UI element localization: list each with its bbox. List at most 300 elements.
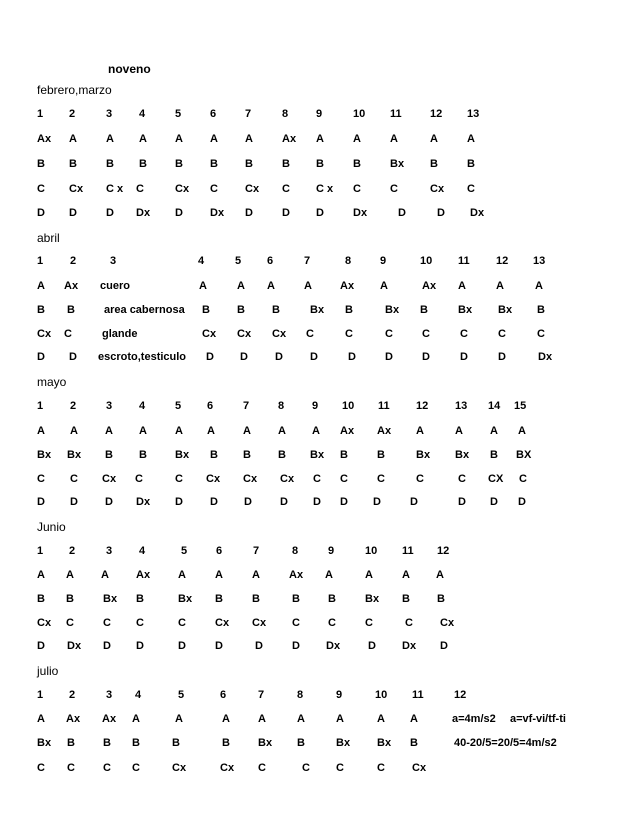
column-number: 10 [353,108,366,120]
column-number: 11 [402,545,414,557]
table-cell: C [340,473,348,485]
table-cell: A [37,425,45,437]
column-number: 2 [70,400,77,412]
table-cell: B [237,304,245,316]
column-number: 3 [110,255,117,267]
table-cell: Ax [340,280,355,292]
table-cell: B [410,737,418,749]
table-cell: Cx [237,328,252,340]
table-cell: Cx [37,617,52,629]
table-cell: C [210,183,218,195]
table-cell: D [69,207,77,219]
table-cell: A [380,280,388,292]
table-cell: A [267,280,275,292]
column-number: 12 [430,108,443,120]
table-cell: C x [106,183,124,195]
table-cell: D [316,207,324,219]
column-number: 10 [365,545,378,557]
table-cell: D [410,496,418,508]
table-cell: B [67,304,75,316]
table-cell: C [458,473,466,485]
column-number: 8 [297,689,304,701]
column-number: 6 [220,689,227,701]
table-cell: D [70,496,78,508]
table-cell: D [385,351,393,363]
table-cell: A [69,133,77,145]
table-cell: C x [316,183,334,195]
table-cell: C [37,762,45,774]
column-number: 4 [135,689,142,701]
column-number: 7 [243,400,250,412]
table-cell: A [402,569,410,581]
section-label: Junio [37,520,66,534]
column-number: 4 [139,400,146,412]
table-cell: Bx [310,449,325,461]
column-number: 6 [267,255,274,267]
column-number: 5 [175,108,182,120]
table-cell: Bx [258,737,273,749]
table-cell: D [422,351,430,363]
table-cell: B [272,304,280,316]
column-number: 10 [342,400,355,412]
column-number: 14 [488,400,501,412]
table-cell: A [458,280,466,292]
table-cell: Bx [385,304,400,316]
table-cell: C [37,473,45,485]
table-cell: B [328,593,336,605]
table-cell: A [215,569,223,581]
table-cell: B [282,158,290,170]
table-cell: D [313,496,321,508]
table-cell: A [518,425,526,437]
table-cell: D [490,496,498,508]
table-cell: A [496,280,504,292]
table-cell: D [240,351,248,363]
column-number: 1 [37,400,44,412]
table-cell: A [304,280,312,292]
table-cell: D [215,640,223,652]
table-cell: B [105,449,113,461]
column-number: 3 [106,108,113,120]
column-number: 5 [178,689,185,701]
column-number: 3 [106,689,113,701]
table-cell: Cx [245,183,260,195]
table-cell: B [430,158,438,170]
table-cell: Bx [178,593,193,605]
table-cell: 40-20/5=20/5=4m/s2 [454,737,557,749]
table-cell: D [340,496,348,508]
table-cell: B [106,158,114,170]
table-cell: Ax [282,133,297,145]
table-cell: A [37,280,45,292]
table-cell: C [460,328,468,340]
table-cell: D [178,640,186,652]
table-cell: B [37,158,45,170]
table-cell: D [106,207,114,219]
table-cell: A [139,425,147,437]
section-label: mayo [37,375,67,389]
table-cell: C [103,762,111,774]
table-cell: A [325,569,333,581]
table-cell: Dx [67,640,82,652]
table-cell: A [105,425,113,437]
table-cell: C [467,183,475,195]
table-cell: B [202,304,210,316]
table-cell: D [292,640,300,652]
table-cell: a=4m/s2 [452,713,496,725]
column-number: 4 [139,108,146,120]
column-number: 1 [37,108,44,120]
table-cell: D [437,207,445,219]
table-cell: Cx [202,328,217,340]
table-cell: D [280,496,288,508]
table-cell: B [252,593,260,605]
column-number: 10 [420,255,433,267]
table-cell: D [255,640,263,652]
table-cell: D [310,351,318,363]
table-cell: D [37,351,45,363]
column-number: 9 [328,545,335,557]
table-cell: B [139,449,147,461]
table-cell: Bx [67,449,82,461]
table-cell: A [390,133,398,145]
table-cell: Dx [353,207,368,219]
table-cell: C [37,183,45,195]
table-cell: A [353,133,361,145]
table-cell: C [422,328,430,340]
table-cell: A [178,569,186,581]
table-cell: A [101,569,109,581]
table-cell: B [278,449,286,461]
table-cell: B [210,158,218,170]
table-cell: Ax [102,713,117,725]
table-cell: Cx [272,328,287,340]
table-cell: C [135,473,143,485]
column-number: 9 [316,108,323,120]
table-cell: A [37,569,45,581]
table-cell: B [66,593,74,605]
table-cell: C [136,617,144,629]
table-cell: C [132,762,140,774]
table-cell: Dx [402,640,417,652]
table-cell: C [416,473,424,485]
table-cell: C [70,473,78,485]
table-cell: Bx [103,593,118,605]
column-number: 2 [70,255,77,267]
table-cell: C [136,183,144,195]
column-number: 13 [455,400,468,412]
table-cell: C [175,473,183,485]
table-cell: A [106,133,114,145]
table-cell: Cx [206,473,221,485]
table-cell: BX [516,449,532,461]
table-cell: C [353,183,361,195]
table-cell: Bx [175,449,190,461]
table-cell: C [345,328,353,340]
table-cell: B [377,449,385,461]
table-cell: D [206,351,214,363]
column-number: 11 [378,400,390,412]
table-cell: B [537,304,545,316]
table-cell: B [67,737,75,749]
table-cell: Bx [416,449,431,461]
column-number: 8 [282,108,289,120]
table-cell: D [103,640,111,652]
table-cell: C [313,473,321,485]
column-number: 12 [496,255,509,267]
table-cell: C [67,762,75,774]
table-cell: escroto,testiculo [98,351,187,363]
table-cell: B [297,737,305,749]
column-number: 13 [467,108,480,120]
table-cell: A [535,280,543,292]
table-cell: Bx [458,304,473,316]
table-cell: B [245,158,253,170]
table-cell: Bx [37,449,52,461]
table-cell: Cx [220,762,235,774]
table-cell: C [519,473,527,485]
table-cell: B [420,304,428,316]
column-number: 3 [106,545,113,557]
table-cell: A [175,133,183,145]
table-cell: B [210,449,218,461]
table-cell: A [207,425,215,437]
table-cell: C [405,617,413,629]
table-cell: A [139,133,147,145]
table-cell: C [282,183,290,195]
table-cell: B [222,737,230,749]
table-cell: D [245,207,253,219]
table-cell: A [175,713,183,725]
table-cell: A [175,425,183,437]
table-cell: A [222,713,230,725]
table-cell: D [37,496,45,508]
table-cell: Cx [252,617,267,629]
column-number: 5 [235,255,242,267]
table-cell: A [455,425,463,437]
column-number: 10 [375,689,388,701]
column-number: 6 [207,400,214,412]
column-number: 5 [181,545,188,557]
table-cell: A [199,280,207,292]
table-cell: A [210,133,218,145]
table-cell: B [139,158,147,170]
column-number: 9 [380,255,387,267]
table-cell: D [348,351,356,363]
table-cell: D [440,640,448,652]
table-cell: glande [102,328,138,340]
column-number: 1 [37,545,44,557]
table-cell: Ax [340,425,355,437]
table-cell: B [215,593,223,605]
table-cell: A [430,133,438,145]
table-cell: B [103,737,111,749]
table-cell: A [436,569,444,581]
table-cell: A [245,133,253,145]
column-number: 2 [69,545,76,557]
column-number: 4 [139,545,146,557]
table-cell: B [340,449,348,461]
table-cell: D [368,640,376,652]
table-cell: C [377,762,385,774]
table-cell: D [210,496,218,508]
table-cell: Cx [69,183,84,195]
table-cell: C [258,762,266,774]
table-cell: C [302,762,310,774]
table-cell: B [402,593,410,605]
table-cell: A [316,133,324,145]
table-cell: Cx [243,473,258,485]
table-cell: Cx [175,183,190,195]
column-number: 12 [416,400,429,412]
table-cell: A [237,280,245,292]
column-number: 13 [533,255,546,267]
table-cell: B [467,158,475,170]
table-cell: cuero [100,280,130,292]
table-cell: B [316,158,324,170]
column-number: 6 [210,108,217,120]
table-cell: B [37,304,45,316]
table-cell: D [175,496,183,508]
table-cell: Cx [172,762,187,774]
table-cell: D [37,207,45,219]
table-cell: area cabernosa [104,304,185,316]
table-cell: Ax [136,569,151,581]
table-cell: B [353,158,361,170]
section-label: abril [37,231,60,245]
table-cell: A [132,713,140,725]
column-number: 4 [198,255,205,267]
table-cell: B [345,304,353,316]
table-cell: Bx [336,737,351,749]
table-cell: D [398,207,406,219]
table-cell: Cx [430,183,445,195]
table-cell: Cx [440,617,455,629]
table-cell: Cx [102,473,117,485]
table-cell: D [37,640,45,652]
table-cell: C [306,328,314,340]
table-cell: Ax [289,569,304,581]
table-cell: A [312,425,320,437]
table-cell: C [66,617,74,629]
table-cell: Ax [37,133,52,145]
table-cell: B [132,737,140,749]
column-number: 7 [258,689,265,701]
column-number: 1 [37,689,44,701]
table-cell: Cx [37,328,52,340]
table-cell: A [278,425,286,437]
table-cell: C [385,328,393,340]
table-cell: C [292,617,300,629]
table-cell: A [37,713,45,725]
column-number: 15 [514,400,527,412]
column-number: 8 [345,255,352,267]
column-number: 5 [175,400,182,412]
table-cell: A [243,425,251,437]
column-number: 1 [37,255,44,267]
table-cell: D [136,640,144,652]
column-number: 11 [458,255,470,267]
table-cell: Dx [326,640,341,652]
table-cell: A [377,713,385,725]
column-number: 12 [454,689,467,701]
column-number: 8 [292,545,299,557]
table-cell: A [467,133,475,145]
table-cell: A [252,569,260,581]
table-cell: D [275,351,283,363]
table-cell: B [243,449,251,461]
column-number: 6 [216,545,223,557]
table-cell: Bx [390,158,405,170]
column-number: 7 [245,108,252,120]
table-cell: D [282,207,290,219]
table-cell: A [70,425,78,437]
column-number: 9 [312,400,319,412]
table-cell: D [69,351,77,363]
table-cell: Cx [215,617,230,629]
table-cell: Bx [310,304,325,316]
table-cell: Dx [538,351,553,363]
table-cell: Bx [455,449,470,461]
table-cell: C [103,617,111,629]
table-cell: A [336,713,344,725]
table-cell: B [172,737,180,749]
document-title: noveno [108,62,151,76]
table-cell: D [460,351,468,363]
table-cell: Cx [280,473,295,485]
table-cell: Cx [412,762,427,774]
table-cell: Bx [37,737,52,749]
table-cell: A [258,713,266,725]
table-cell: B [37,593,45,605]
column-number: 2 [69,108,76,120]
table-cell: A [416,425,424,437]
table-cell: D [458,496,466,508]
section-label: julio [37,664,59,678]
column-number: 11 [412,689,424,701]
table-cell: C [377,473,385,485]
section-label: febrero,marzo [37,83,112,97]
table-cell: D [244,496,252,508]
table-cell: B [490,449,498,461]
table-cell: Ax [377,425,392,437]
table-cell: Bx [365,593,380,605]
table-cell: C [64,328,72,340]
table-cell: C [537,328,545,340]
column-number: 12 [437,545,450,557]
column-number: 7 [253,545,260,557]
table-cell: Ax [422,280,437,292]
table-cell: D [373,496,381,508]
table-cell: B [175,158,183,170]
table-cell: A [410,713,418,725]
table-cell: A [297,713,305,725]
table-cell: C [390,183,398,195]
table-cell: Dx [136,496,151,508]
table-cell: C [336,762,344,774]
column-number: 7 [304,255,311,267]
column-number: 11 [390,108,402,120]
table-cell: D [105,496,113,508]
table-cell: A [66,569,74,581]
table-cell: D [518,496,526,508]
table-cell: Dx [136,207,151,219]
column-number: 2 [69,689,76,701]
table-cell: Ax [66,713,81,725]
table-cell: CX [488,473,504,485]
table-cell: A [490,425,498,437]
table-cell: B [437,593,445,605]
